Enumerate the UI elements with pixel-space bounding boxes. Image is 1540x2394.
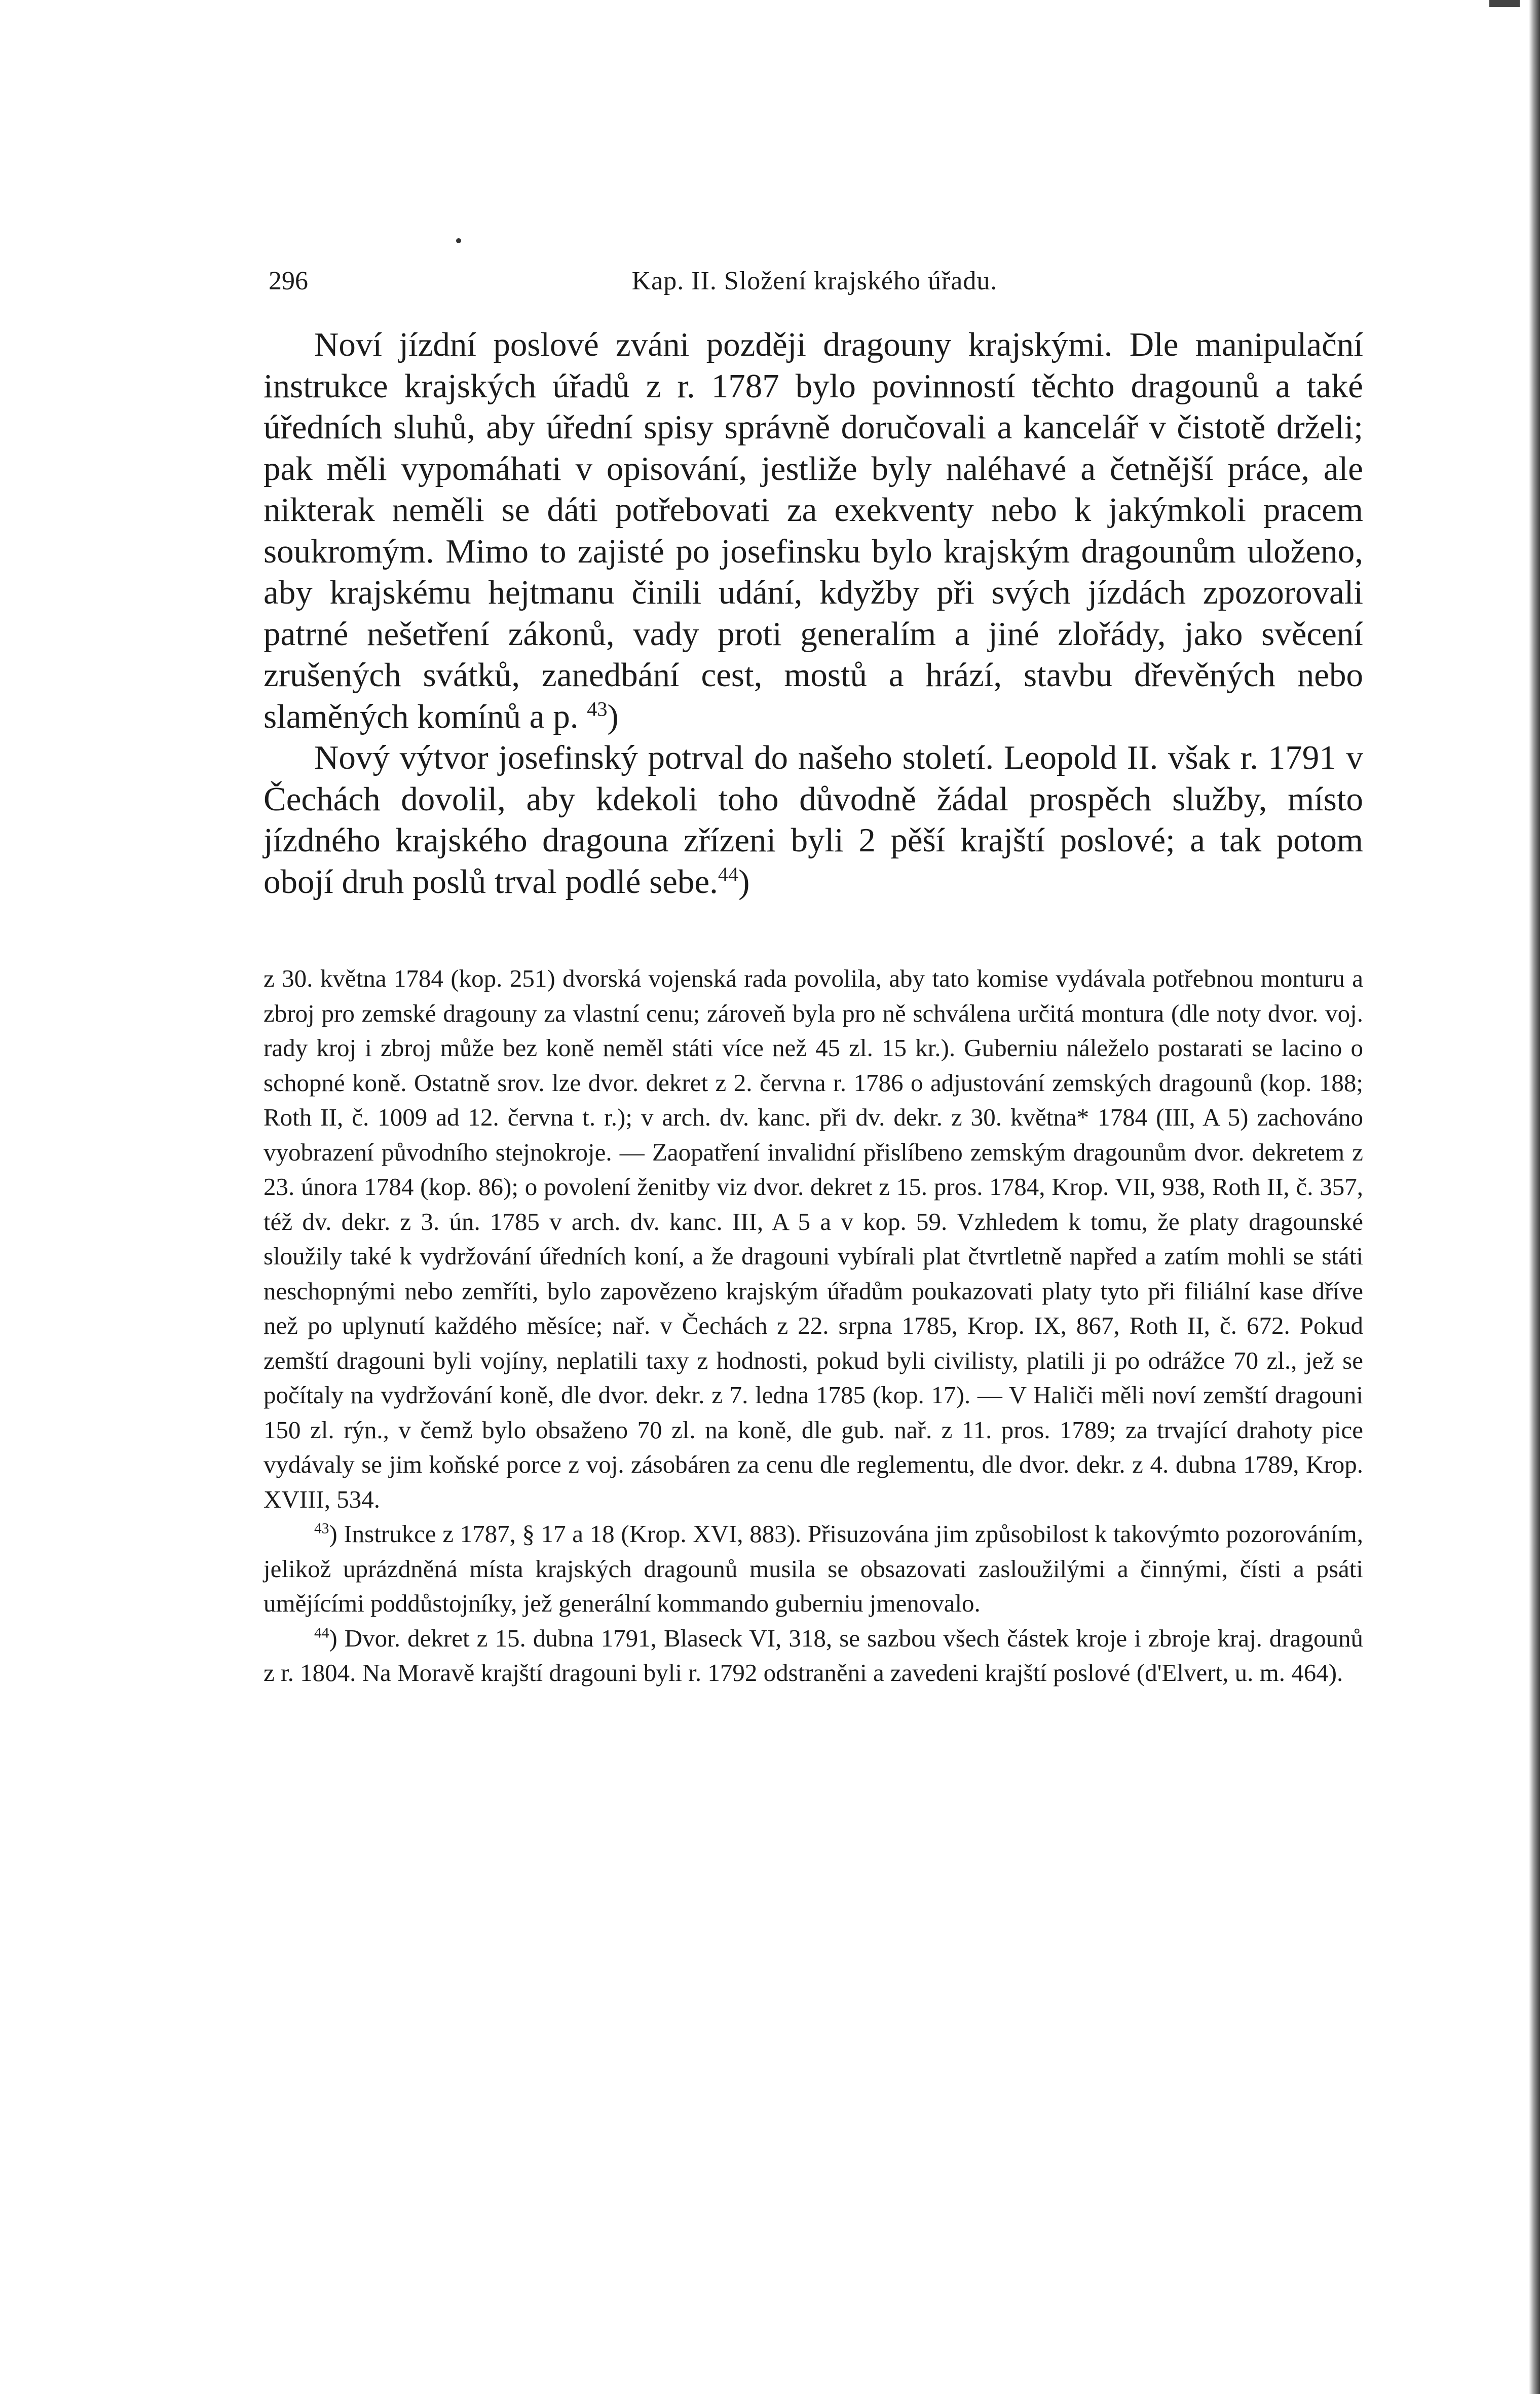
ink-dot <box>456 238 461 243</box>
footnote-44 <box>264 1621 1363 1691</box>
paragraph-1-text: Noví jízdní poslové zváni později dragouny krajskými. Dle manipulační instrukce krajských úřadů z r. 1787 bylo povinností těchto dragounů a také úředních sluhů, aby úřední spisy správně doručovali a kancelář v čistotě drželi; pak měli vypomáhati v opisování, jestliže byly naléhavé a četnější práce, ale nikterak neměli se dáti potřebovati za exekventy nebo k jakýmkoli pracem soukromým. Mimo to zajisté po josefinsku bylo krajským dragounům uloženo, aby krajskému hejtmanu činili udání, kdyžby při svých jízdách zpozorovali patrné nešetření zákonů, vady proti generalím a jiné zlořády, jako svěcení zrušených svátků, zanedbání cest, mostů a hrází, stavbu dřevěných nebo slaměných komínů a p. <box>264 326 1363 735</box>
footnote-43-text: ) Instrukce z 1787, § 17 a 18 (Krop. XVI, 883). Přisuzována jim způsobilost k takovýmto pozorováním, jelikož uprázdněná místa krajských dragounů musila se obsazovati zasloužilými a činnými, čísti a psáti umějícími poddůstojníky, jež generální kommando guberniu jmenovalo. <box>264 1520 1363 1617</box>
running-head: Kap. II. Složení krajského úřadu. <box>631 267 998 295</box>
footnote-ref-43: 43 <box>587 697 608 721</box>
footnotes <box>264 961 1363 1691</box>
footnote-44-marker: 44 <box>314 1625 329 1641</box>
footnote-ref-44: 44 <box>718 863 739 886</box>
paragraph-2: Nový výtvor josefinský potrval do našeho století. Leopold II. však r. 1791 v Čechách dovolil, aby kdekoli toho důvodně žádal prospěch služby, místo jízdného krajského dragouna zřízeni byli 2 pěší krajští poslové; a tak potom obojí druh poslů trval podlé sebe.$^{44}$) <box>264 739 1363 901</box>
footnote-44-text: ) Dvor. dekret z 15. dubna 1791, Blaseck VI, 318, se sazbou všech částek kroje i zbroje kraj. dragounů z r. 1804. Na Moravě krajští dragouni byli r. 1792 odstraněni a zavedeni krajští poslové (d'Elvert, u. m. 464). <box>264 1624 1363 1687</box>
paragraph-1: Noví jízdní poslové zváni později dragouny krajskými. Dle manipulační instrukce krajských úřadů z r. 1787 bylo povinností těchto dragounů a také úředních sluhů, aby úřední spisy správně doručovali a kancelář v čistotě drželi; pak měli vypomáhati v opisování, jestliže byly naléhavé a četnější práce, ale nikterak neměli se dáti potřebovati za exekventy nebo k jakýmkoli pracem soukromým. Mimo to zajisté po josefinsku bylo krajským dragounům uloženo, aby krajskému hejtmanu činili udání, kdyžby při svých jízdách zpozorovali patrné nešetření zákonů, vady proti generalím a jiné zlořády, jako svěcení zrušených svátků, zanedbání cest, mostů a hrází, stavbu dřevěných nebo slaměných komínů a p. $^{43}$) <box>264 326 1363 735</box>
main-text <box>264 324 1363 903</box>
page-number: 296 <box>269 267 308 295</box>
footnote-43 <box>264 1517 1363 1621</box>
footnote-continued: z 30. května 1784 (kop. 251) dvorská vojenská rada povolila, aby tato komise vydávala potřebnou monturu a zbroj pro zemské dragouny za vlastní cenu; zároveň byla pro ně schválena určitá montura (dle noty dvor. voj. rady kroj i zbroj může bez koně neměl státi více než 45 zl. 15 kr.). Guberniu náleželo postarati se lacino o schopné koně. Ostatně srov. lze dvor. dekret z 2. června r. 1786 o adjustování zemských dragounů (kop. 188; Roth II, č. 1009 ad 12. června t. r.); v arch. dv. kanc. při dv. dekr. z 30. května* 1784 (III, A 5) zachováno vyobrazení původního stejnokroje. — Zaopatření invalidní přislíbeno zemským dragounům dvor. dekretem z 23. února 1784 (kop. 86); o povolení ženitby viz dvor. dekret z 15. pros. 1784, Krop. VII, 938, Roth II, č. 357, též dv. dekr. z 3. ún. 1785 v arch. dv. kanc. III, A 5 a v kop. 59. Vzhledem k tomu, že platy dragounské sloužily také k vydržování úředních koní, a že dragouni vybírali plat čtvrtletně napřed a zatím mohli se státi neschopnými nebo zemříti, bylo zapovězeno krajským úřadům poukazovati platy tyto při filiální kase dříve než po uplynutí každého měsíce; nař. v Čechách z 22. srpna 1785, Krop. IX, 867, Roth II, č. 672. Pokud zemští dragouni byli vojíny, neplatili taxy z hodnosti, pokud byli civilisty, platili ji po odrážce 70 zl., jež se počítaly na vydržování koně, dle dvor. dekr. z 7. ledna 1785 (kop. 17). — V Haliči měli noví zemští dragouni 150 zl. rýn., v čemž bylo obsaženo 70 zl. na koně, dle gub. nař. z 11. pros. 1789; za trvající drahoty pice vydávaly se jim koňské porce z voj. zásobáren za cenu dle reglementu, dle dvor. dekr. z 4. dubna 1789, Krop. XVIII, 534. <box>264 964 1363 1513</box>
footnote-43-marker: 43 <box>314 1520 329 1537</box>
page-header <box>269 264 1361 299</box>
page-edge-shadow <box>1529 0 1540 2394</box>
scan-mark <box>1489 0 1520 7</box>
paragraph-2-text: Nový výtvor josefinský potrval do našeho století. Leopold II. však r. 1791 v Čechách dovolil, aby kdekoli toho důvodně žádal prospěch služby, místo jízdného krajského dragouna zřízeni byli 2 pěší krajští poslové; a tak potom obojí druh poslů trval podlé sebe. <box>264 739 1363 901</box>
